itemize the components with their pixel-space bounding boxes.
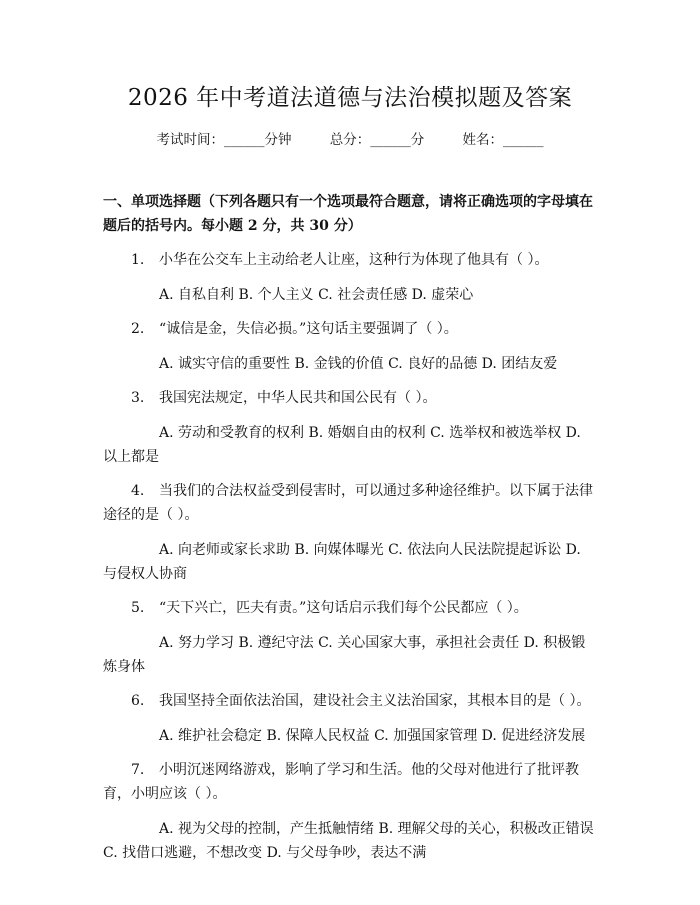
- question-stem: “天下兴亡，匹夫有责。”这句话启示我们每个公民都应（ ）。: [159, 600, 528, 616]
- question-number: 1.: [131, 252, 145, 268]
- question-3-options: A. 劳动和受教育的权利 B. 婚姻自由的权利 C. 选举权和被选举权 D. 以上都是: [103, 425, 581, 465]
- question-1-options: A. 自私自利 B. 个人主义 C. 社会责任感 D. 虚荣心: [159, 287, 474, 303]
- question-stem: 小华在公交车上主动给老人让座，这种行为体现了他具有（ ）。: [159, 252, 549, 268]
- page-title: 2026 年中考道法道德与法治模拟题及答案: [127, 85, 573, 111]
- question-4-options: A. 向老师或家长求助 B. 向媒体曝光 C. 依法向人民法院提起诉讼 D. 与侵权人协商: [103, 542, 581, 582]
- question-2: [103, 317, 597, 341]
- question-5-options: A. 努力学习 B. 遵纪守法 C. 关心国家大事，承担社会责任 D. 积极锻炼身体: [103, 635, 586, 675]
- question-6-options: A. 维护社会稳定 B. 保障人民权益 C. 加强国家管理 D. 促进经济发展: [159, 728, 586, 744]
- question-4: [103, 479, 597, 527]
- exam-meta: [103, 130, 597, 150]
- question-stem: “诚信是金，失信必损。”这句话主要强调了（ ）。: [159, 321, 458, 337]
- question-stem: 我国宪法规定，中华人民共和国公民有（ ）。: [159, 390, 437, 406]
- question-number: 5.: [131, 600, 145, 616]
- question-3: [103, 386, 597, 410]
- question-stem: 我国坚持全面依法治国，建设社会主义法治国家，其根本目的是（ ）。: [159, 693, 591, 709]
- question-number: 3.: [131, 390, 145, 406]
- question-7-options: A. 视为父母的控制，产生抵触情绪 B. 理解父母的关心，积极改正错误 C. 找借口逃避，不想改变 D. 与父母争吵，表达不满: [103, 821, 594, 861]
- question-7: [103, 758, 597, 806]
- question-number: 6.: [131, 693, 145, 709]
- question-number: 4.: [131, 483, 145, 499]
- section-heading: 一、单项选择题（下列各题只有一个选项最符合题意，请将正确选项的字母填在题后的括号内。每小题 2 分，共 30 分）: [103, 194, 593, 234]
- question-stem: 小明沉迷网络游戏，影响了学习和生活。他的父母对他进行了批评教育，小明应该（ ）。: [103, 762, 579, 802]
- question-number: 7.: [131, 762, 145, 778]
- question-number: 2.: [131, 321, 145, 337]
- question-list: [103, 248, 597, 865]
- question-stem: 当我们的合法权益受到侵害时，可以通过多种途径维护。以下属于法律途径的是（ ）。: [103, 483, 593, 523]
- question-2-options: A. 诚实守信的重要性 B. 金钱的价值 C. 良好的品德 D. 团结友爱: [159, 356, 558, 372]
- question-5: [103, 596, 597, 620]
- question-6: [103, 689, 597, 713]
- exam-time-field: 考试时间：______分钟: [156, 132, 292, 148]
- total-score-field: 总分：______分: [329, 132, 425, 148]
- question-1: [103, 248, 597, 272]
- student-name-field: 姓名：______: [462, 132, 544, 148]
